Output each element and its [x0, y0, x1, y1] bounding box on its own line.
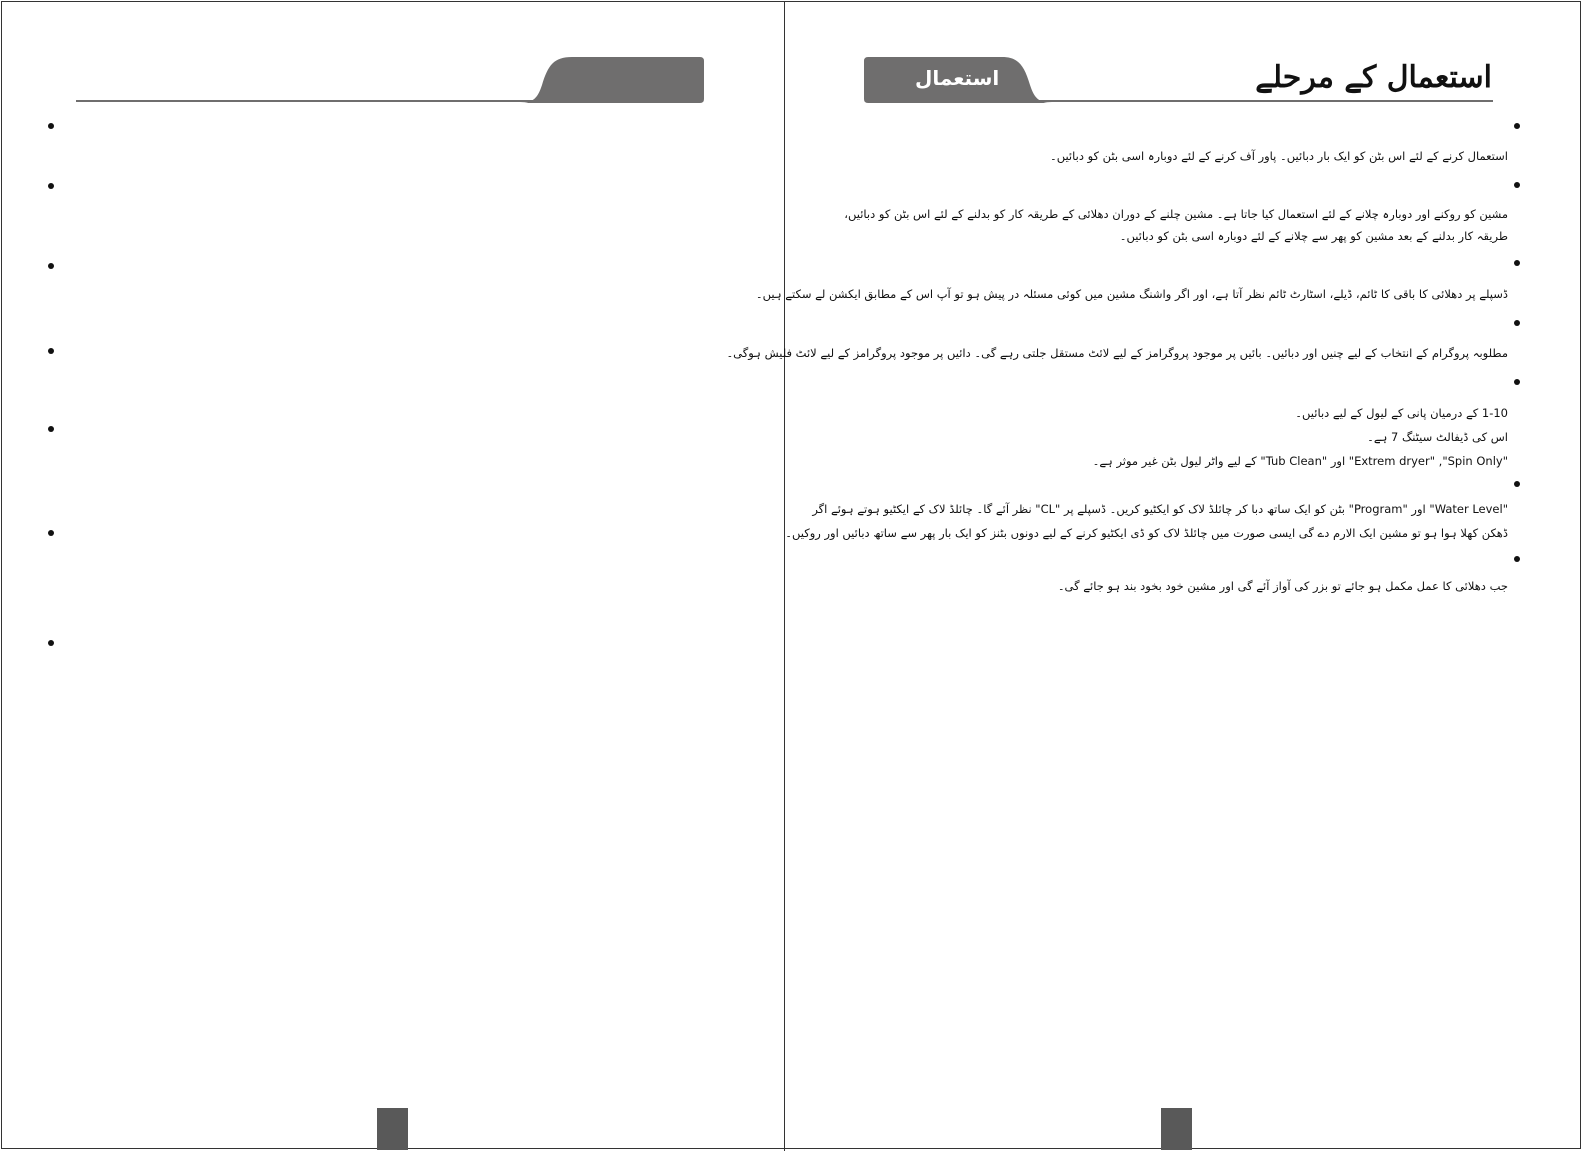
instruction-line: ڈھکن کھلا ہوا ہو تو مشین ایک الارم دے گی ایسی صورت میں چائلڈ لاک کو ڈی ایکٹیو کرنے کے لیے دونوں بٹنز کو ایک بار پھر سے ساتھ دبائیں اور روکیں۔ — [785, 526, 1508, 540]
bullet — [48, 123, 54, 129]
bullet — [1514, 481, 1520, 487]
left-page — [0, 0, 784, 1153]
bullet — [48, 183, 54, 189]
instruction-paragraph — [1093, 401, 1508, 473]
bullet — [1514, 182, 1520, 188]
instruction-line: طریقہ کار بدلنے کے بعد مشین کو پھر سے چلانے کے لئے دوبارہ اسی بٹن کو دبائیں۔ — [1119, 229, 1508, 243]
bullet — [1514, 379, 1520, 385]
header-tab — [520, 57, 710, 103]
instruction-line: مشین کو روکنے اور دوبارہ چلانے کے لئے استعمال کیا جاتا ہے۔ مشین چلنے کے دوران دھلائی کے طریقہ کار کو بدلنے کے لئے اس بٹن کو دبائیں، — [844, 207, 1508, 221]
instruction-line: 1-10 کے درمیان پانی کے لیول کے لیے دبائیں۔ — [1295, 406, 1508, 420]
bullet — [48, 530, 54, 536]
instruction-paragraph — [1050, 145, 1508, 167]
instruction-line: استعمال کرنے کے لئے اس بٹن کو ایک بار دبائیں۔ پاور آف کرنے کے لئے دوبارہ اسی بٹن کو دبائیں۔ — [1049, 149, 1508, 163]
bullet — [1514, 556, 1520, 562]
instruction-paragraph — [756, 283, 1508, 305]
bullet — [48, 426, 54, 432]
page-number-box — [377, 1108, 408, 1150]
page-number-box — [1161, 1108, 1192, 1150]
bullet — [48, 348, 54, 354]
header-tab-label: استعمال — [915, 66, 1000, 90]
instruction-line: جب دھلائی کا عمل مکمل ہو جائے تو بزر کی آواز آئے گی اور مشین خود بخود بند ہو جائے گی۔ — [1057, 579, 1508, 593]
bullet — [1514, 260, 1520, 266]
section-title: استعمال کے مرحلے — [1255, 60, 1492, 95]
instruction-line: مطلوبہ پروگرام کے انتخاب کے لیے چنیں اور دبائیں۔ بائیں پر موجود پروگرامز کے لیے لائٹ مستقل جلتی رہے گی۔ دائیں پر موجود پروگرامز کے لیے لائٹ فلیش ہوگی۔ — [726, 346, 1508, 360]
right-page — [726, 0, 1584, 1153]
bullet — [1514, 320, 1520, 326]
instruction-line: اس کی ڈیفالٹ سیٹنگ 7 ہے۔ — [1367, 430, 1508, 444]
bullet — [1514, 123, 1520, 129]
instruction-line: ڈسپلے پر دھلائی کا باقی کا ٹائم، ڈیلے، اسٹارٹ ٹائم نظر آتا ہے، اور اگر واشنگ مشین میں کوئی مسئلہ در پیش ہو تو آپ اس کے مطابق ایکشن لے سکتے ہیں۔ — [755, 287, 1508, 301]
header-rule — [1035, 100, 1493, 102]
instruction-paragraph — [844, 203, 1508, 247]
instruction-line: "Water Level" اور "Program" بٹن کو ایک ساتھ دبا کر چائلڈ لاک کو ایکٹیو کریں۔ ڈسپلے پر "CL" نظر آئے گا۔ چائلڈ لاک کے ایکٹیو ہوتے ہوئے اگر — [812, 502, 1508, 516]
bullet — [48, 263, 54, 269]
instruction-line: "Extrem dryer" ,"Spin Only" اور "Tub Clean" کے لیے واٹر لیول بٹن غیر موثر ہے۔ — [1092, 454, 1508, 468]
bullet — [48, 640, 54, 646]
instruction-paragraph — [726, 342, 1508, 364]
instruction-paragraph — [1058, 575, 1508, 597]
instruction-paragraph — [785, 497, 1508, 545]
